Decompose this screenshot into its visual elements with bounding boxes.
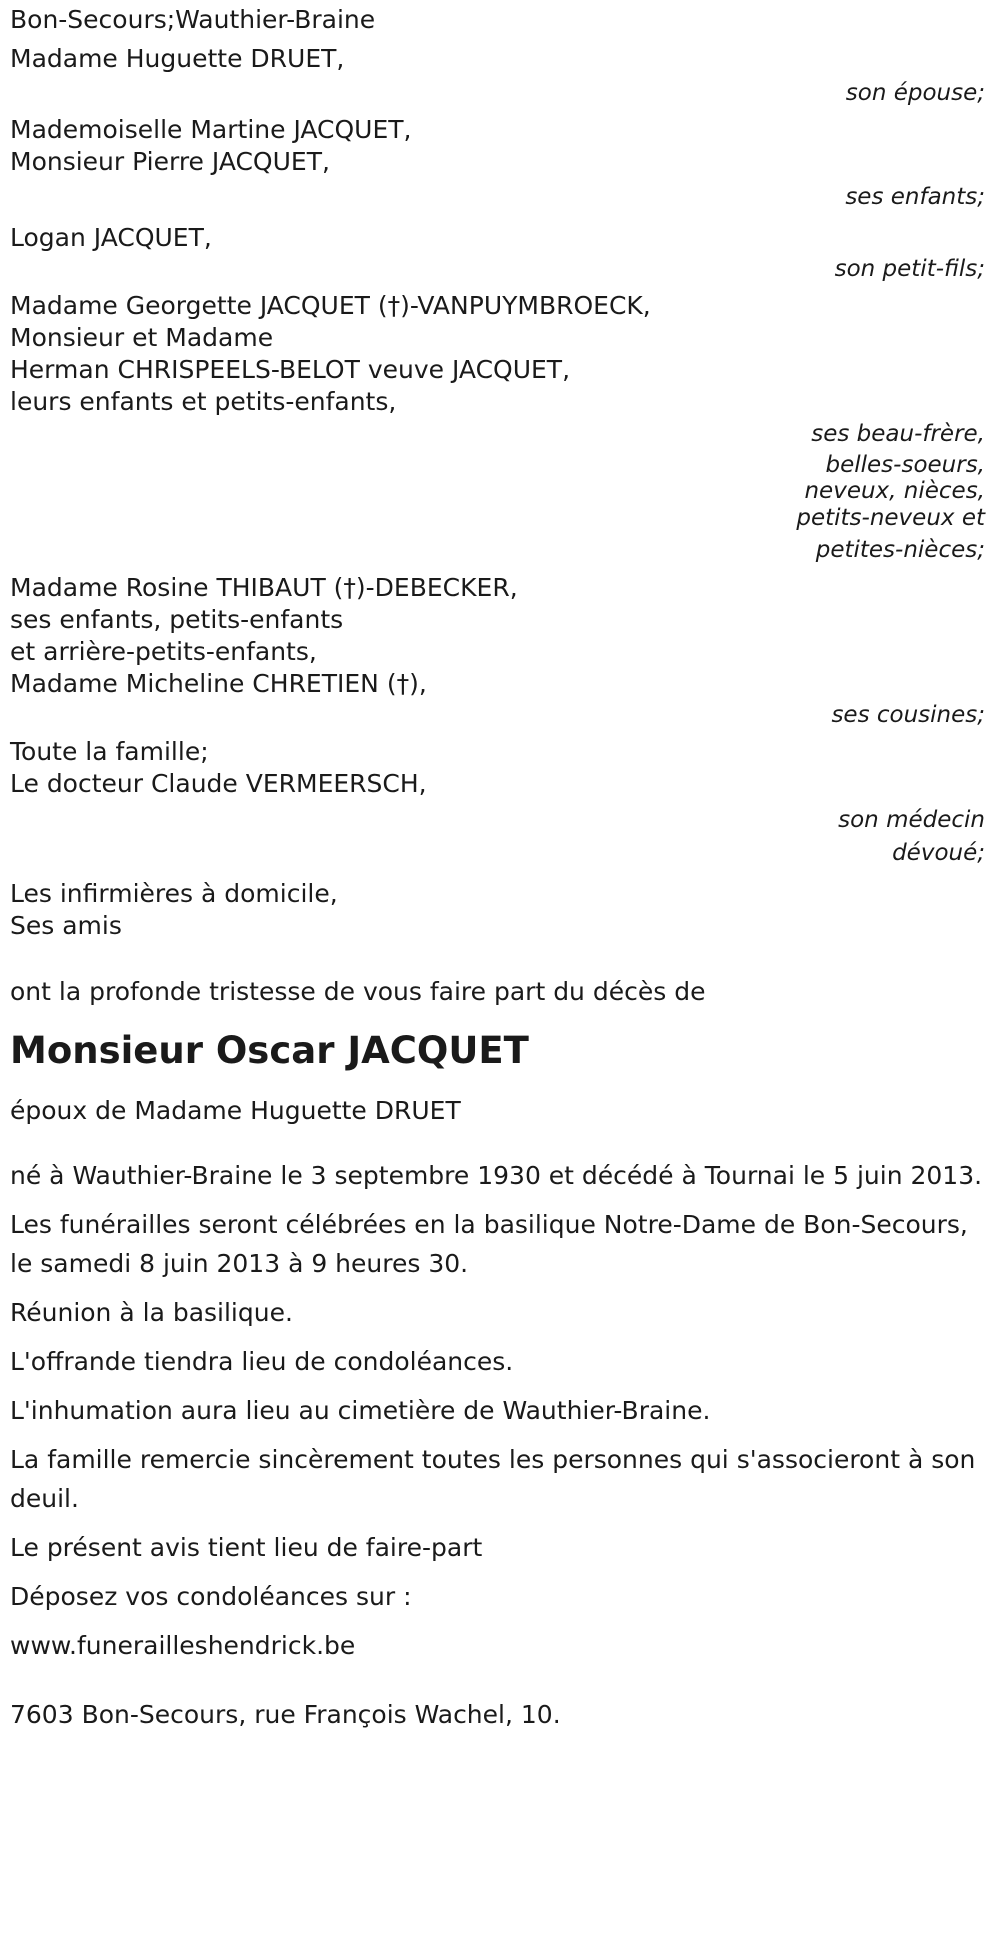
family-name-line: leurs enfants et petits-enfants, (10, 387, 397, 416)
family-name-line: Madame Rosine THIBAUT (†)-DEBECKER, (10, 573, 518, 602)
birth-death-details: né à Wauthier-Braine le 3 septembre 1930 et décédé à Tournai le 5 juin 2013. (10, 1161, 983, 1190)
relation-label: neveux, nièces, (804, 478, 985, 504)
family-name-line: Les infirmières à domicile, (10, 879, 338, 908)
relation-label: petits-neveux et (796, 505, 985, 531)
family-name-line: Monsieur et Madame (10, 323, 274, 352)
family-name-line: Le docteur Claude VERMEERSCH, (10, 769, 427, 798)
header-location: Bon-Secours;Wauthier-Braine (10, 5, 376, 34)
meeting-details: Réunion à la basilique. (10, 1298, 293, 1327)
thanks-text: La famille remercie sincèrement toutes les personnes qui s'associeront à son deuil. (10, 1445, 976, 1513)
family-name-line: Logan JACQUET, (10, 223, 212, 252)
obituary-notice (10, 0, 995, 1734)
offering-details: L'offrande tiendra lieu de condoléances. (10, 1347, 514, 1376)
family-name-line: Mademoiselle Martine JACQUET, (10, 115, 412, 144)
relation-label: ses cousines; (831, 702, 985, 728)
relation-label: son médecin (838, 807, 985, 833)
family-group-grandson (10, 222, 995, 284)
family-name-line: Toute la famille; (10, 737, 209, 766)
family-group-doctor (10, 736, 995, 868)
family-group-in-laws (10, 290, 995, 566)
relation-label: son petit-fils; (834, 256, 985, 282)
details-section (10, 1156, 995, 1665)
family-name-line: Madame Huguette DRUET, (10, 44, 345, 73)
family-group-friends (10, 878, 995, 942)
family-group-children (10, 114, 995, 216)
relation-label: dévoué; (892, 840, 985, 866)
family-group-spouse (10, 39, 995, 108)
family-name-line: ses enfants, petits-enfants (10, 605, 344, 634)
announcement-text: ont la profonde tristesse de vous faire part du décès de (10, 977, 706, 1006)
notice-text: Le présent avis tient lieu de faire-part (10, 1533, 483, 1562)
condolences-text: Déposez vos condoléances sur : (10, 1582, 412, 1611)
relation-label: son épouse; (845, 80, 985, 106)
burial-details: L'inhumation aura lieu au cimetière de Wauthier-Braine. (10, 1396, 711, 1425)
relation-label: belles-soeurs, (825, 452, 985, 478)
relation-label: ses enfants; (845, 184, 985, 210)
funeral-details: Les funérailles seront célébrées en la basilique Notre-Dame de Bon-Secours, le samedi 8 juin 2013 à 9 heures 30. (10, 1210, 968, 1278)
address-line: 7603 Bon-Secours, rue François Wachel, 10. (10, 1700, 561, 1729)
spouse-line: époux de Madame Huguette DRUET (10, 1096, 461, 1125)
family-name-line: Herman CHRISPEELS-BELOT veuve JACQUET, (10, 355, 571, 384)
family-name-line: Ses amis (10, 911, 122, 940)
website-link[interactable]: www.funerailleshendrick.be (10, 1631, 356, 1660)
relation-label: petites-nièces; (815, 537, 985, 563)
family-name-line: Madame Georgette JACQUET (†)-VANPUYMBROECK, (10, 291, 651, 320)
relation-label: ses beau-frère, (811, 421, 985, 447)
family-name-line: et arrière-petits-enfants, (10, 637, 317, 666)
family-name-line: Monsieur Pierre JACQUET, (10, 147, 330, 176)
family-name-line: Madame Micheline CHRETIEN (†), (10, 669, 427, 698)
deceased-name: Monsieur Oscar JACQUET (10, 1029, 529, 1072)
family-group-cousins (10, 572, 995, 730)
